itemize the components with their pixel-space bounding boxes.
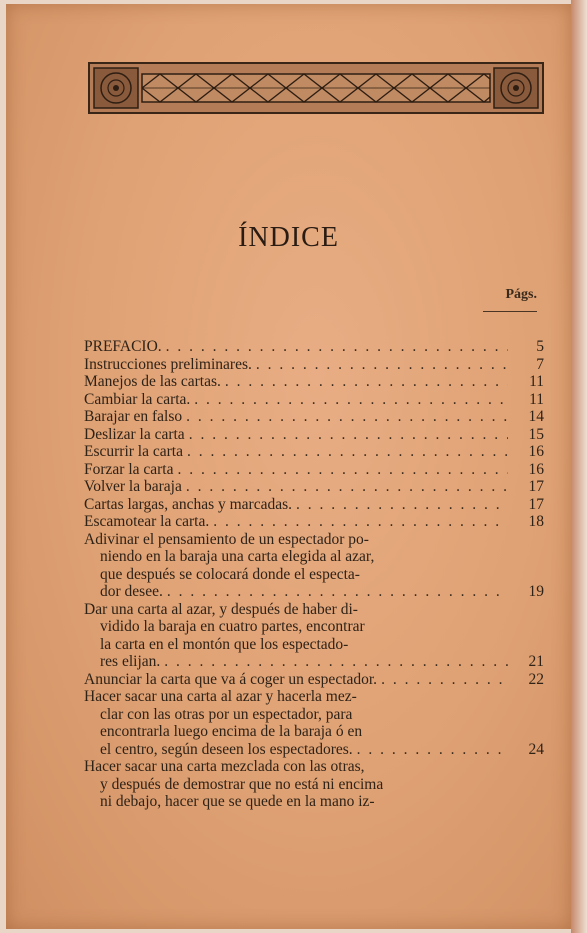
toc-entry-line [84, 566, 544, 584]
toc-entry [84, 601, 544, 671]
toc-entry-line [84, 671, 544, 689]
dot-leader [353, 741, 508, 759]
toc-entry-text: y después de demostrar que no está ni encima [100, 775, 384, 793]
toc-entry-text: la carta en el montón que los espectado- [100, 635, 349, 653]
dot-leader [183, 443, 508, 461]
toc-entry [84, 513, 544, 531]
toc-entry-line [84, 373, 544, 391]
toc-page-number: 7 [536, 355, 544, 373]
dot-leader [185, 426, 508, 444]
toc-entry-line [84, 443, 544, 461]
toc-entry-line [84, 583, 544, 601]
toc-entry [84, 391, 544, 409]
toc-page-number: 14 [528, 408, 544, 425]
toc-entry-text: dor desee. [100, 583, 163, 600]
toc-entry-line [84, 601, 544, 619]
toc-page-number: 5 [536, 338, 544, 355]
toc-entry-text: encontrarla luego encima de la baraja ó en [100, 723, 363, 740]
toc-entry-line [84, 408, 544, 426]
toc-entry-line [84, 776, 544, 794]
toc-entry-line [84, 636, 544, 654]
toc-entry-line [84, 793, 544, 811]
toc-entry [84, 356, 544, 374]
toc-entry [84, 758, 544, 811]
toc-page-number: 19 [528, 583, 544, 600]
toc-page-number: 16 [528, 443, 544, 460]
dot-leader [174, 461, 509, 479]
dot-leader [221, 373, 508, 391]
book-page [6, 4, 571, 929]
toc-entry-text: Volver la baraja [84, 478, 182, 495]
toc-entry [84, 688, 544, 758]
toc-entry [84, 443, 544, 461]
toc-entry [84, 461, 544, 479]
toc-entry-text: vidido la baraja en cuatro partes, encontrar [100, 618, 365, 635]
dot-leader [377, 671, 508, 689]
dot-leader [182, 408, 508, 426]
toc-entry-text: Hacer sacar una carta al azar y hacerla mez- [84, 688, 357, 705]
toc-entry-text: Escurrir la carta [84, 443, 183, 460]
toc-page-number: 16 [528, 460, 544, 478]
table-of-contents [84, 338, 544, 811]
dot-leader [252, 356, 508, 374]
toc-page-number: 11 [529, 373, 544, 390]
toc-page-number: 11 [529, 390, 544, 408]
toc-entry-line [84, 356, 544, 374]
toc-entry-line [84, 741, 544, 759]
dot-leader [160, 653, 508, 671]
toc-entry-text: clar con las otras por un espectador, para [100, 705, 353, 723]
dot-leader [163, 583, 508, 601]
toc-entry-text: ni debajo, hacer que se quede en la mano iz- [100, 793, 375, 810]
toc-entry [84, 671, 544, 689]
toc-entry-text: niendo en la baraja una carta elegida al azar, [100, 548, 375, 565]
toc-page-number: 24 [528, 740, 544, 758]
toc-entry-line [84, 338, 544, 356]
toc-page-number: 18 [528, 513, 544, 530]
toc-entry-text: Deslizar la carta [84, 425, 185, 443]
index-title: ÍNDICE [238, 222, 339, 253]
toc-entry-line [84, 548, 544, 566]
toc-entry-line [84, 723, 544, 741]
pages-column-label: Págs. [505, 287, 537, 302]
toc-page-number: 17 [528, 478, 544, 495]
pages-rule [483, 311, 537, 312]
toc-entry-line [84, 391, 544, 409]
toc-entry-text: que después se colocará donde el especta- [100, 565, 360, 583]
ornamental-header-band [88, 62, 544, 114]
toc-entry-line [84, 496, 544, 514]
toc-entry-text: Hacer sacar una carta mezclada con las otras, [84, 758, 365, 775]
dot-leader [209, 513, 508, 531]
toc-entry-text: PREFACIO. [84, 338, 162, 355]
toc-entry [84, 338, 544, 356]
dot-leader [182, 478, 508, 496]
toc-entry-text: Cartas largas, anchas y marcadas. [84, 495, 293, 513]
toc-entry-text: Instrucciones preliminares. [84, 355, 252, 373]
toc-entry-text: Anunciar la carta que va á coger un espectador. [84, 670, 378, 688]
toc-entry-line [84, 461, 544, 479]
toc-entry [84, 478, 544, 496]
toc-entry-line [84, 531, 544, 549]
page-edge [571, 0, 587, 933]
toc-entry [84, 426, 544, 444]
toc-entry-line [84, 618, 544, 636]
dot-leader [292, 496, 508, 514]
toc-entry-text: res elijan. [100, 653, 161, 670]
toc-entry-line [84, 653, 544, 671]
toc-entry-line [84, 478, 544, 496]
toc-entry-text: Adivinar el pensamiento de un espectador po- [84, 530, 369, 548]
toc-entry-line [84, 513, 544, 531]
toc-page-number: 22 [528, 670, 544, 688]
toc-entry-text: Dar una carta al azar, y después de haber di- [84, 600, 358, 618]
toc-entry-line [84, 758, 544, 776]
toc-entry-text: el centro, según deseen los espectadores. [100, 740, 353, 758]
toc-entry-text: Forzar la carta [84, 460, 174, 478]
toc-page-number: 21 [528, 653, 544, 670]
dot-leader [190, 391, 508, 409]
toc-entry-text: Cambiar la carta. [84, 390, 191, 408]
dot-leader [162, 338, 508, 356]
toc-entry [84, 531, 544, 601]
toc-entry [84, 496, 544, 514]
toc-entry [84, 373, 544, 391]
toc-entry-line [84, 426, 544, 444]
toc-page-number: 17 [528, 495, 544, 513]
toc-entry-text: Escamotear la carta. [84, 513, 210, 530]
toc-entry-line [84, 706, 544, 724]
toc-entry-text: Manejos de las cartas. [84, 373, 221, 390]
toc-entry-line [84, 688, 544, 706]
toc-entry [84, 408, 544, 426]
toc-entry-text: Barajar en falso [84, 408, 183, 425]
toc-page-number: 15 [528, 425, 544, 443]
